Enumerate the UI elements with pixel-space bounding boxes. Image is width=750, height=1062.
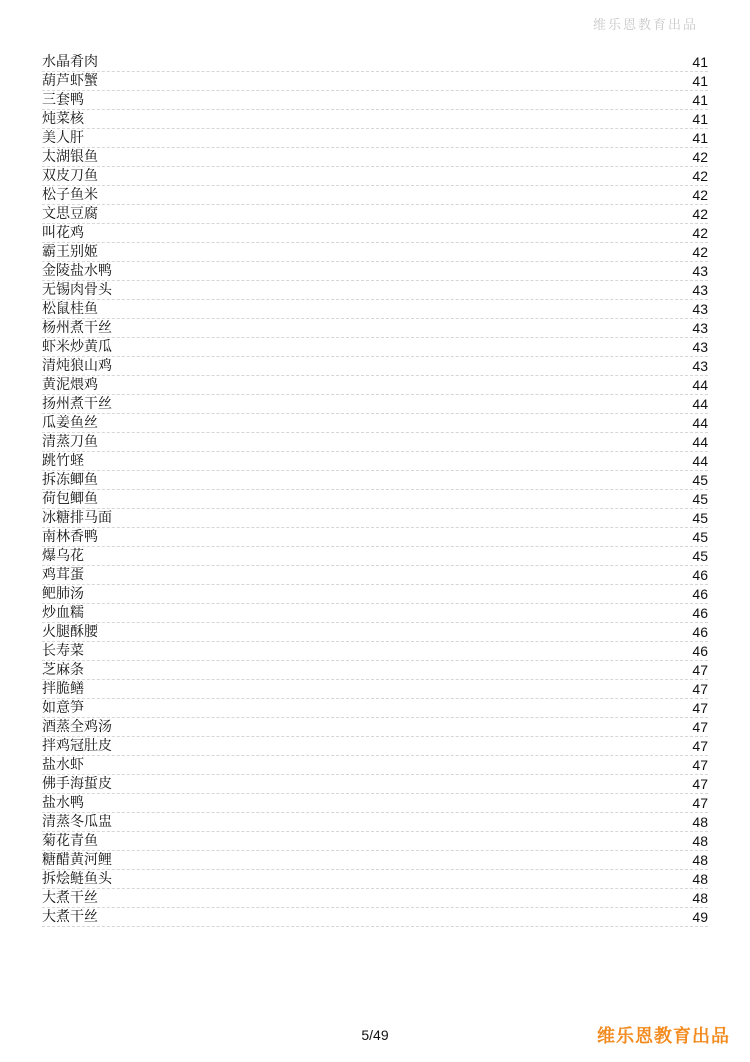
toc-entry-title: 拌鸡冠肚皮 (42, 738, 112, 754)
toc-entry[interactable] (42, 490, 708, 509)
toc-entry-page: 47 (692, 776, 708, 792)
toc-entry-title: 糖醋黄河鲤 (42, 852, 112, 868)
toc-entry-page: 48 (692, 833, 708, 849)
toc-entry-title: 无锡肉骨头 (42, 282, 112, 298)
toc-entry-page: 48 (692, 814, 708, 830)
toc-entry-title: 清蒸刀鱼 (42, 434, 98, 450)
toc-entry[interactable] (42, 509, 708, 528)
toc-entry-title: 酒蒸全鸡汤 (42, 719, 112, 735)
toc-entry-page: 42 (692, 206, 708, 222)
toc-entry-title: 炖菜核 (42, 111, 84, 127)
toc-entry-page: 41 (692, 54, 708, 70)
table-of-contents (42, 53, 708, 927)
toc-entry-page: 46 (692, 567, 708, 583)
toc-entry-page: 44 (692, 377, 708, 393)
toc-entry-page: 42 (692, 168, 708, 184)
toc-entry-page: 46 (692, 605, 708, 621)
toc-entry[interactable] (42, 395, 708, 414)
toc-entry[interactable] (42, 794, 708, 813)
toc-entry[interactable] (42, 889, 708, 908)
toc-entry-title: 大煮干丝 (42, 909, 98, 925)
toc-entry-title: 虾米炒黄瓜 (42, 339, 112, 355)
toc-entry-title: 美人肝 (42, 130, 84, 146)
toc-entry-title: 荷包鲫鱼 (42, 491, 98, 507)
toc-entry-title: 爆乌花 (42, 548, 84, 564)
toc-entry-page: 49 (692, 909, 708, 925)
toc-entry-page: 45 (692, 529, 708, 545)
toc-entry[interactable] (42, 414, 708, 433)
toc-entry[interactable] (42, 585, 708, 604)
toc-entry[interactable] (42, 718, 708, 737)
toc-entry-title: 跳竹蛏 (42, 453, 84, 469)
toc-entry[interactable] (42, 756, 708, 775)
toc-entry[interactable] (42, 376, 708, 395)
toc-entry-page: 46 (692, 643, 708, 659)
toc-entry[interactable] (42, 300, 708, 319)
toc-entry-title: 鲃肺汤 (42, 586, 84, 602)
toc-entry-title: 水晶肴肉 (42, 54, 98, 70)
toc-entry[interactable] (42, 186, 708, 205)
toc-entry-title: 大煮干丝 (42, 890, 98, 906)
toc-entry-page: 47 (692, 757, 708, 773)
toc-entry[interactable] (42, 851, 708, 870)
toc-entry-title: 松子鱼米 (42, 187, 98, 203)
page-number: 5/49 (361, 1027, 389, 1043)
toc-entry[interactable] (42, 908, 708, 927)
toc-entry-page: 45 (692, 491, 708, 507)
toc-entry-title: 拌脆鳝 (42, 681, 84, 697)
toc-entry[interactable] (42, 224, 708, 243)
header-watermark: 维乐恩教育出品 (592, 18, 698, 33)
toc-entry-title: 冰糖排马面 (42, 510, 112, 526)
toc-entry-page: 42 (692, 187, 708, 203)
toc-entry-page: 43 (692, 301, 708, 317)
toc-entry[interactable] (42, 53, 708, 72)
toc-entry-title: 松鼠桂鱼 (42, 301, 98, 317)
toc-entry[interactable] (42, 110, 708, 129)
toc-entry-page: 47 (692, 662, 708, 678)
toc-entry-page: 41 (692, 130, 708, 146)
toc-entry[interactable] (42, 604, 708, 623)
toc-entry-title: 葫芦虾蟹 (42, 73, 98, 89)
toc-entry-title: 菊花青鱼 (42, 833, 98, 849)
toc-entry-page: 45 (692, 510, 708, 526)
toc-entry-page: 43 (692, 263, 708, 279)
toc-entry[interactable] (42, 243, 708, 262)
toc-entry-title: 霸王别姬 (42, 244, 98, 260)
toc-entry[interactable] (42, 338, 708, 357)
toc-entry-title: 南林香鸭 (42, 529, 98, 545)
toc-entry[interactable] (42, 623, 708, 642)
toc-entry-page: 46 (692, 624, 708, 640)
toc-entry-title: 盐水鸭 (42, 795, 84, 811)
toc-entry-page: 47 (692, 700, 708, 716)
toc-entry-title: 鸡茸蛋 (42, 567, 84, 583)
toc-entry[interactable] (42, 737, 708, 756)
toc-entry-page: 47 (692, 795, 708, 811)
toc-entry-title: 金陵盐水鸭 (42, 263, 112, 279)
toc-entry-page: 41 (692, 111, 708, 127)
toc-entry-page: 44 (692, 396, 708, 412)
toc-entry[interactable] (42, 91, 708, 110)
toc-entry-page: 45 (692, 548, 708, 564)
toc-entry[interactable] (42, 642, 708, 661)
toc-entry-page: 43 (692, 282, 708, 298)
toc-entry-page: 46 (692, 586, 708, 602)
toc-entry-title: 三套鸭 (42, 92, 84, 108)
toc-entry[interactable] (42, 319, 708, 338)
toc-entry[interactable] (42, 813, 708, 832)
toc-entry[interactable] (42, 452, 708, 471)
toc-entry-page: 48 (692, 852, 708, 868)
toc-entry[interactable] (42, 281, 708, 300)
toc-entry[interactable] (42, 870, 708, 889)
toc-entry-page: 43 (692, 339, 708, 355)
toc-entry-page: 43 (692, 358, 708, 374)
toc-entry-title: 杨州煮干丝 (42, 320, 112, 336)
toc-entry[interactable] (42, 205, 708, 224)
toc-entry-page: 44 (692, 415, 708, 431)
toc-entry[interactable] (42, 433, 708, 452)
toc-entry-title: 拆冻鲫鱼 (42, 472, 98, 488)
toc-entry-title: 芝麻条 (42, 662, 84, 678)
toc-entry[interactable] (42, 262, 708, 281)
toc-entry-title: 扬州煮干丝 (42, 396, 112, 412)
toc-entry-title: 拆烩鲢鱼头 (42, 871, 112, 887)
toc-entry-title: 佛手海蜇皮 (42, 776, 112, 792)
toc-entry[interactable] (42, 832, 708, 851)
toc-entry-page: 47 (692, 738, 708, 754)
toc-entry-page: 41 (692, 92, 708, 108)
toc-entry-title: 太湖银鱼 (42, 149, 98, 165)
toc-entry[interactable] (42, 528, 708, 547)
toc-entry-page: 48 (692, 890, 708, 906)
toc-entry[interactable] (42, 661, 708, 680)
toc-entry-page: 48 (692, 871, 708, 887)
toc-entry-title: 清炖狼山鸡 (42, 358, 112, 374)
toc-entry[interactable] (42, 775, 708, 794)
toc-entry-page: 42 (692, 149, 708, 165)
toc-entry[interactable] (42, 357, 708, 376)
toc-entry-title: 双皮刀鱼 (42, 168, 98, 184)
brand-logo: 维乐恩教育出品 (597, 1026, 730, 1047)
toc-entry[interactable] (42, 680, 708, 699)
toc-entry-page: 41 (692, 73, 708, 89)
toc-entry-page: 47 (692, 681, 708, 697)
toc-entry-page: 44 (692, 453, 708, 469)
toc-entry-title: 叫花鸡 (42, 225, 84, 241)
toc-entry-title: 长寿菜 (42, 643, 84, 659)
toc-entry-title: 盐水虾 (42, 757, 84, 773)
toc-entry-title: 文思豆腐 (42, 206, 98, 222)
toc-entry-title: 黄泥煨鸡 (42, 377, 98, 393)
toc-entry-title: 如意笋 (42, 700, 84, 716)
toc-entry[interactable] (42, 148, 708, 167)
toc-entry[interactable] (42, 72, 708, 91)
toc-entry-title: 清蒸冬瓜盅 (42, 814, 112, 830)
toc-entry-page: 47 (692, 719, 708, 735)
toc-entry-page: 45 (692, 472, 708, 488)
toc-entry-page: 44 (692, 434, 708, 450)
toc-entry[interactable] (42, 547, 708, 566)
toc-entry[interactable] (42, 566, 708, 585)
toc-entry-title: 火腿酥腰 (42, 624, 98, 640)
toc-entry-page: 42 (692, 225, 708, 241)
toc-entry[interactable] (42, 699, 708, 718)
toc-entry[interactable] (42, 471, 708, 490)
toc-entry-page: 43 (692, 320, 708, 336)
toc-entry-page: 42 (692, 244, 708, 260)
toc-entry-title: 炒血糯 (42, 605, 84, 621)
toc-entry[interactable] (42, 129, 708, 148)
toc-entry-title: 瓜姜鱼丝 (42, 415, 98, 431)
toc-entry[interactable] (42, 167, 708, 186)
